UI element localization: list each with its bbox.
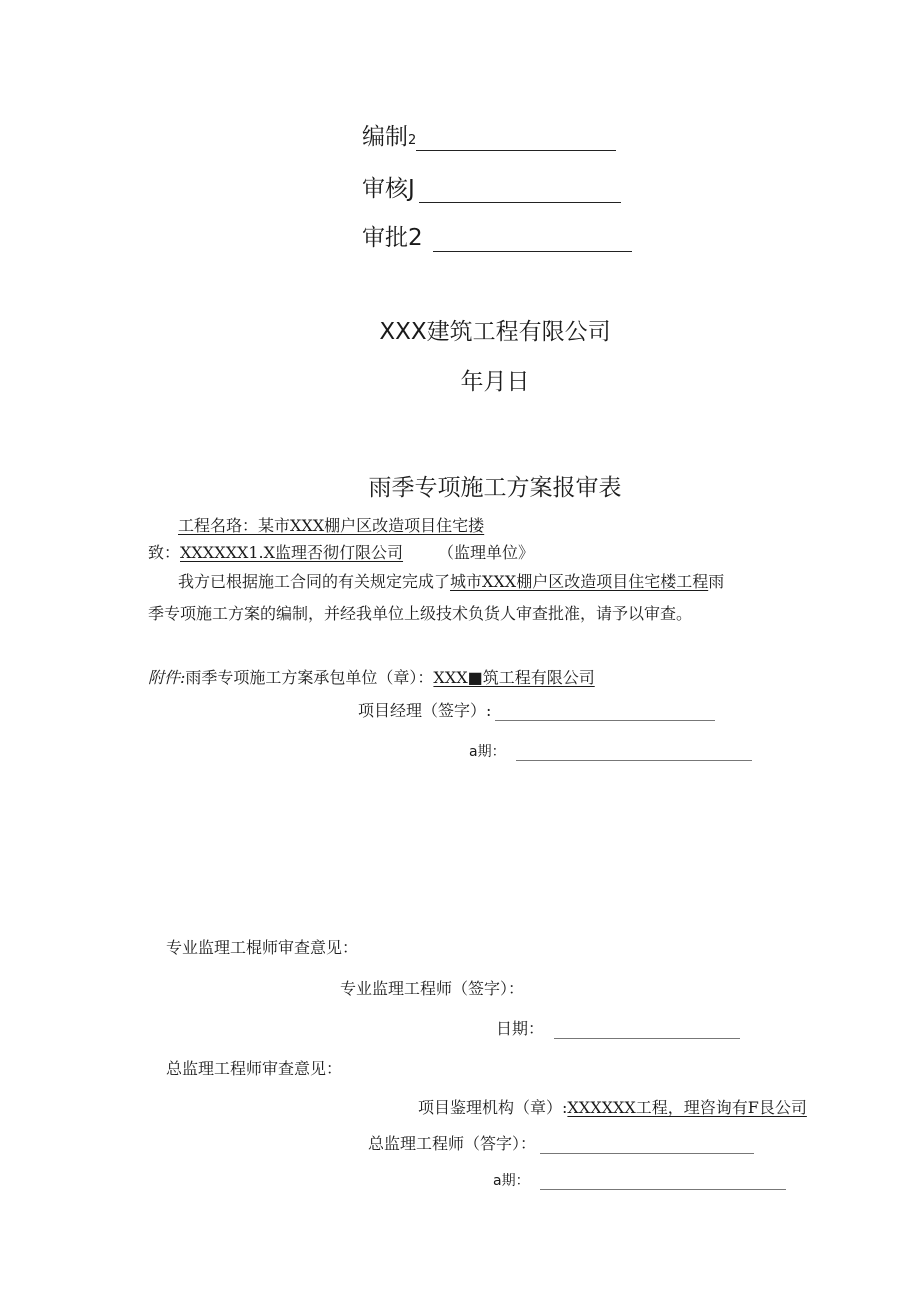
prepared-by-row [362,118,616,151]
approved-by-signature-line[interactable] [433,227,632,252]
reviewed-by-row [362,170,621,203]
agency-row [418,1095,807,1118]
date-row-2 [496,1016,740,1039]
statement-project: 城市XXX棚户区改造项目住宅楼工程 [450,572,709,591]
attachment-text: 雨季专项施工方案承包单位（章）： [185,668,434,687]
supervision-unit-name: XXXXXX1.X监理否彻仃限公司 [180,543,404,562]
attachment-label: 附件: [148,668,186,687]
agency-label: 项目鉴理机构（章）: [418,1098,568,1117]
form-title: 雨季专项施工方案报审表 [368,475,622,501]
reviewed-by-signature-line[interactable] [419,178,621,203]
chief-sign-label: 总监理工程师（答字）： [368,1134,537,1153]
statement-line-1 [178,569,724,592]
approved-by-row [362,219,632,252]
agency-name: XXXXXX工程，理咨询有F艮公司 [567,1098,807,1117]
chief-signature-line[interactable] [540,1137,754,1154]
pm-sign-label: 项目经理（签字）: [358,701,492,720]
reviewed-by-label: 审核J [362,176,415,202]
date-line-1[interactable] [516,744,752,761]
project-name: 工程名珞：某市XXX棚户区改造项目住宅搂 [178,516,485,535]
statement-lead: 我方已根据施工合同的有关规定完成了 [178,572,451,591]
approved-by-label: 审批2 [362,225,423,251]
company-name: XXX建筑工程有限公司 [379,319,611,345]
date-label-2: 日期： [496,1019,545,1038]
chief-sign-row [368,1131,754,1154]
pm-sign-row [358,698,715,721]
specialist-opinion-label: 专业监理工棍师审查意见： [166,938,359,957]
attachment-line [148,665,595,688]
to-prefix: 致： [148,543,181,562]
contractor-name: XXX■筑工程有限公司 [433,668,595,687]
statement-line-2: 季专项施工方案的编制，并经我单位上级技术负货人审查批准，请予以审查。 [148,604,693,623]
date-line-2[interactable] [554,1022,740,1039]
date-row-3 [493,1170,786,1190]
pm-signature-line[interactable] [495,702,715,721]
prepared-by-signature-line[interactable] [416,126,616,151]
chief-opinion-label: 总监理工程师审查意见： [166,1059,343,1078]
date-row-1 [469,741,752,761]
specialist-sign-label: 专业监理工程师（签字）： [340,979,525,998]
prepared-by-suffix: 2 [408,133,417,148]
to-suffix: （监理单位》 [438,543,535,562]
date-line-3[interactable] [540,1173,786,1190]
date-line: 年月日 [460,369,530,395]
to-line [148,540,403,563]
prepared-by-label: 编制 [362,124,408,150]
statement-tail: 雨 [708,572,725,591]
date-label-1: a期： [469,744,506,760]
date-label-3: a期： [493,1173,530,1189]
